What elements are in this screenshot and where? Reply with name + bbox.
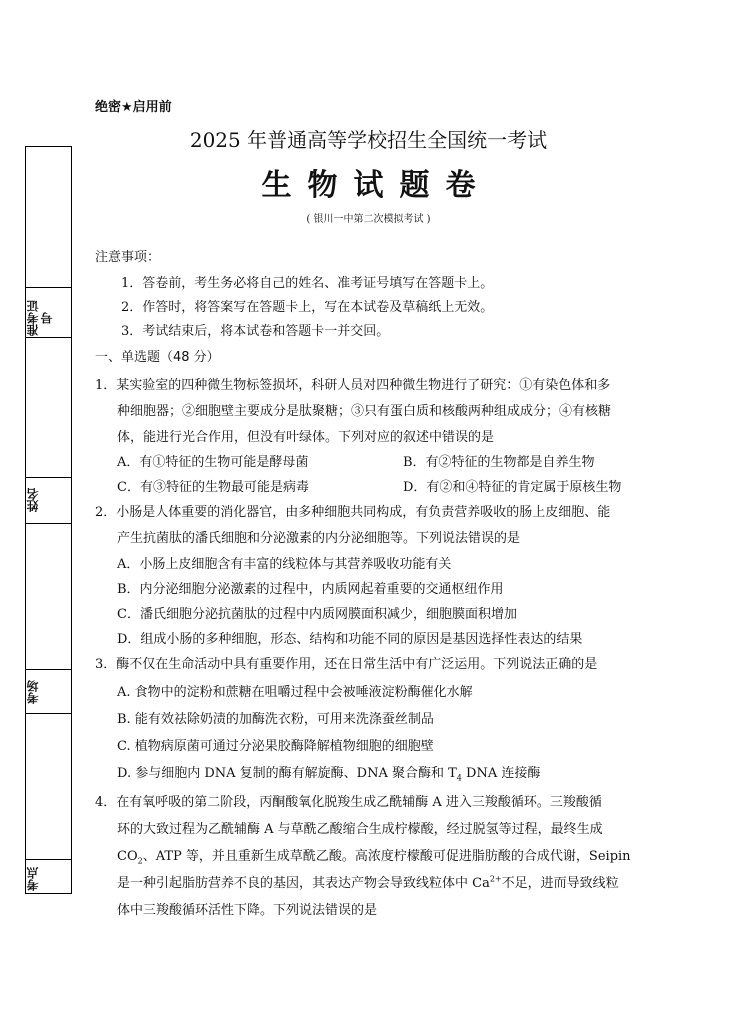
side-divider [26, 477, 71, 478]
question-3-option-c: C. 植物病原菌可通过分泌果胶酶降解植物细胞的细胞壁 [117, 739, 434, 754]
question-1-option-a: A．有①特征的生物可能是酵母菌 [117, 455, 309, 470]
question-1-text: 种细胞器；②细胞壁主要成分是肽聚糖；③只有蛋白质和核酸两种组成成分；④有核糖 [117, 404, 612, 419]
side-divider [26, 287, 71, 288]
subject-title: 生物试题卷 [261, 168, 492, 203]
question-2-option-c: C．潘氏细胞分泌抗菌肽的过程中内质网膜面积减少，细胞膜面积增加 [117, 607, 517, 622]
question-1-option-d: D．有②和④特征的肯定属于原核生物 [403, 480, 622, 495]
question-3-option-b: B. 能有效祛除奶渍的加酶洗衣粉，可用来洗涤蚕丝制品 [117, 712, 434, 727]
confidential-mark: 绝密★启用前 [95, 100, 172, 115]
question-2-text: 产生抗菌肽的潘氏细胞和分泌激素的内分泌细胞等。下列说法错误的是 [117, 531, 521, 546]
question-1-text: 体，能进行光合作用，但没有叶绿体。下列对应的叙述中错误的是 [117, 430, 495, 445]
binding-side-panel [25, 146, 72, 894]
question-2-option-d: D．组成小肠的多种细胞，形态、结构和功能不同的原因是基因选择性表达的结果 [117, 632, 583, 647]
side-divider [26, 713, 71, 714]
question-3-option-d: D. 参与细胞内 DNA 复制的酶有解旋酶、DNA 聚合酶和 $T_4$ DNA 连接酶 [117, 766, 541, 783]
side-divider [26, 669, 71, 670]
note-item: 1．答卷前，考生务必将自己的姓名、准考证号填写在答题卡上。 [121, 276, 494, 291]
question-1-option-b: B．有②特征的生物都是自养生物 [403, 455, 595, 470]
question-4-text: 4．在有氧呼吸的第二阶段，丙酮酸氧化脱羧生成乙酰辅酶 A 进入三羧酸循环。三羧酸循 [95, 795, 602, 810]
side-label-name: 姓名 [26, 488, 40, 512]
question-1-text: 1．某实验室的四种微生物标签损坏，科研人员对四种微生物进行了研究：①有染色体和多 [95, 378, 611, 393]
side-label-admission-number: 准考证号 [26, 300, 54, 336]
question-4-text: $CO_2$、ATP 等，并且重新生成草酰乙酸。高浓度柠檬酸可促进脂肪酸的合成代谢，Seipin [117, 849, 631, 866]
question-3-option-a: A. 食物中的淀粉和蔗糖在咀嚼过程中会被唾液淀粉酶催化水解 [117, 685, 473, 700]
question-2-option-a: A．小肠上皮细胞含有丰富的线粒体与其营养吸收功能有关 [117, 557, 452, 572]
section-title: 一、单选题（48 分） [95, 350, 220, 365]
side-divider [26, 859, 71, 860]
exam-title: 2025 年普通高等学校招生全国统一考试 [189, 128, 548, 152]
side-label-exam-room: 考场 [26, 680, 40, 704]
side-divider [26, 337, 71, 338]
side-label-exam-site: 考点 [26, 867, 40, 891]
question-1-option-c: C．有③特征的生物最可能是病毒 [117, 480, 309, 495]
side-divider [26, 523, 71, 524]
question-4-text: 环的大致过程为乙酰辅酶 A 与草酰乙酸缩合生成柠檬酸，经过脱氢等过程，最终生成 [117, 822, 603, 837]
exam-subtitle: ( 银川一中第二次模拟考试 ) [306, 214, 431, 225]
note-item: 2．作答时，将答案写在答题卡上，写在本试卷及草稿纸上无效。 [121, 300, 494, 315]
question-4-text: 体中三羧酸循环活性下降。下列说法错误的是 [117, 903, 378, 918]
notes-heading: 注意事项： [95, 250, 161, 265]
question-2-option-b: B．内分泌细胞分泌激素的过程中，内质网起着重要的交通枢纽作用 [117, 582, 504, 597]
question-4-text: 是一种引起脂肪营养不良的基因，其表达产物会导致线粒体中 $Ca^{2+}$不足，进而导致线粒 [117, 874, 619, 891]
note-item: 3．考试结束后，将本试卷和答题卡一并交回。 [121, 324, 390, 339]
question-2-text: 2．小肠是人体重要的消化器官，由多种细胞共同构成，有负责营养吸收的肠上皮细胞、能 [95, 505, 611, 520]
question-3-text: 3．酶不仅在生命活动中具有重要作用，还在日常生活中有广泛运用。下列说法正确的是 [95, 657, 598, 672]
